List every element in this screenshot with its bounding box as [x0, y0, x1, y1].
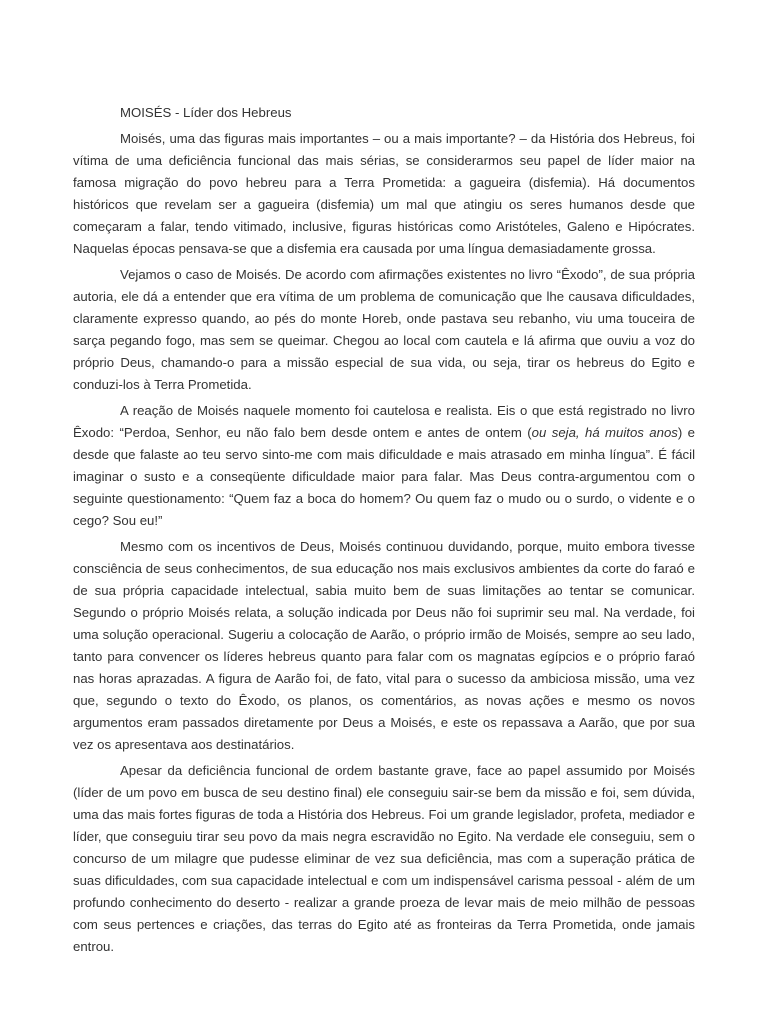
paragraph-1: Moisés, uma das figuras mais importantes – ou a mais importante? – da História dos Hebreus, foi vítima de uma deficiência funcional das mais sérias, se considerarmos seu papel de líder maior na famosa migração do povo hebreu para a Terra Prometida: a gagueira (disfemia). Há documentos históricos que revelam ser a gagueira (disfemia) um mal que atingiu os seres humanos desde que começaram a falar, tendo vitimado, inclusive, figuras históricas como Aristóteles, Galeno e Hipócrates. Naquelas épocas pensava-se que a disfemia era causada por uma língua demasiadamente grossa.: [73, 131, 695, 256]
paragraph-3-text-a: A reação de Moisés naquele momento foi cautelosa e realista. Eis o que está registrado no livro Êxodo: “Perdoa, Senhor, eu não falo bem desde ontem e antes de ontem (: [73, 403, 695, 440]
paragraph-4: Mesmo com os incentivos de Deus, Moisés continuou duvidando, porque, muito embora tivesse consciência de seus conhecimentos, de sua educação nos mais exclusivos ambientes da corte do faraó e de sua própria capacidade intelectual, sabia muito bem de suas limitações ao tentar se comunicar. Segundo o próprio Moisés relata, a solução indicada por Deus não foi suprimir seu mal. Na verdade, foi uma solução operacional. Sugeriu a colocação de Aarão, o próprio irmão de Moisés, sempre ao seu lado, tanto para convencer os líderes hebreus quanto para falar com os magnatas egípcios e o próprio faraó nas horas aprazadas. A figura de Aarão foi, de fato, vital para o sucesso da ambiciosa missão, uma vez que, segundo o texto do Êxodo, os planos, os comentários, as novas ações e mesmo os novos argumentos eram passados diretamente por Deus a Moisés, e este os repassava a Aarão, que por sua vez os apresentava aos destinatários.: [73, 539, 695, 752]
paragraph-3-text-b: ) e desde que falaste ao teu servo sinto-me com mais dificuldade e mais atrasado em minha língua”. É fácil imaginar o susto e a conseqüente dificuldade maior para falar. Mas Deus contra-argumentou com o seguinte questionamento: “Quem faz a boca do homem? Ou quem faz o mudo ou o surdo, o vidente e o cego? Sou eu!”: [73, 425, 695, 528]
document-title: MOISÉS - Líder dos Hebreus: [120, 105, 292, 120]
paragraph-5: Apesar da deficiência funcional de ordem bastante grave, face ao papel assumido por Moisés (líder de um povo em busca de seu destino final) ele conseguiu sair-se bem da missão e foi, sem dúvida, uma das mais fortes figuras de toda a História dos Hebreus. Foi um grande legislador, profeta, mediador e líder, que conseguiu tirar seu povo da mais negra escravidão no Egito. Na verdade ele conseguiu, sem o concurso de um milagre que pudesse eliminar de vez sua deficiência, mas com a superação prática de suas dificuldades, com sua capacidade intelectual e com um indispensável carisma pessoal - além de um profundo conhecimento do deserto - realizar a grande proeza de levar mais de meio milhão de pessoas com seus pertences e criações, das terras do Egito até as fronteiras da Terra Prometida, onde jamais entrou.: [73, 763, 695, 954]
paragraph-2: Vejamos o caso de Moisés. De acordo com afirmações existentes no livro “Êxodo”, de sua própria autoria, ele dá a entender que era vítima de um problema de comunicação que lhe causava dificuldades, claramente expresso quando, ao pés do monte Horeb, onde pastava seu rebanho, viu uma touceira de sarça pegando fogo, mas sem se queimar. Chegou ao local com cautela e lá afirma que ouviu a voz do próprio Deus, chamando-o para a missão especial de sua vida, ou seja, tirar os hebreus do Egito e conduzi-los à Terra Prometida.: [73, 267, 695, 392]
document-page: [73, 102, 695, 962]
paragraph-3: [73, 400, 695, 532]
paragraph-3-italic: ou seja, há muitos anos: [531, 425, 678, 440]
